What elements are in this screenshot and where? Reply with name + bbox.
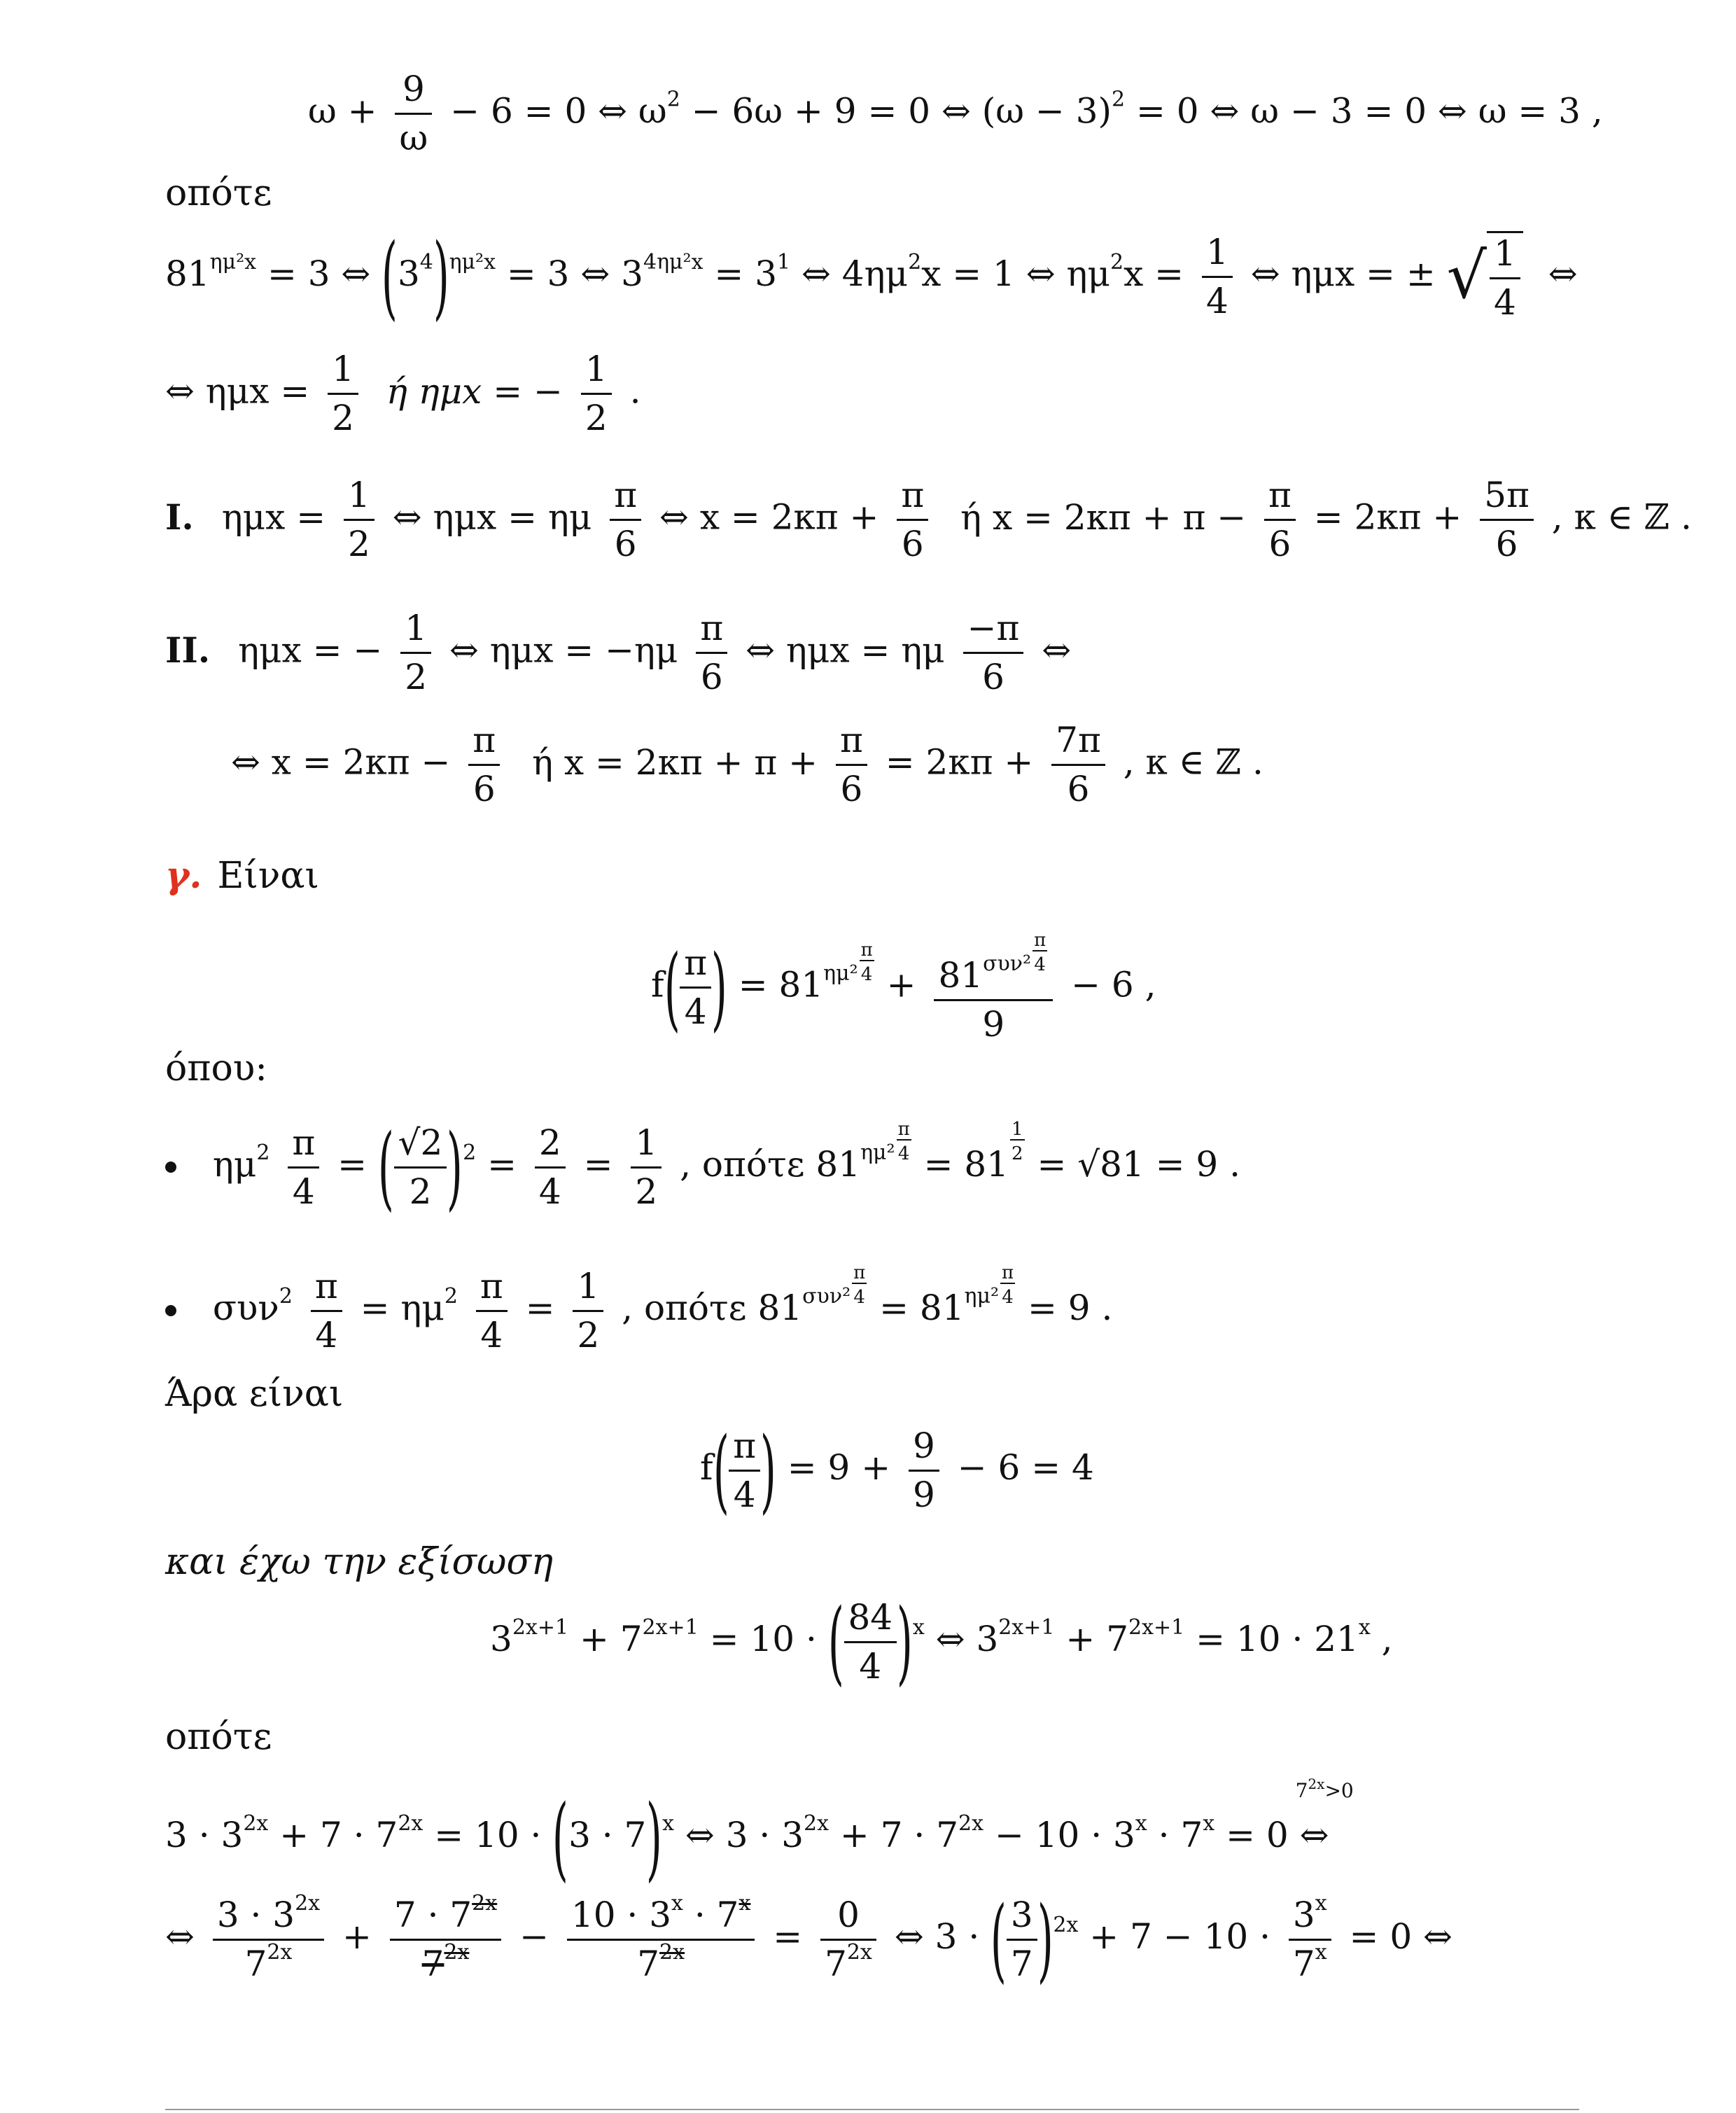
word-opou: όπου:	[165, 1047, 267, 1089]
equation-divided: ⇔ $\frac{3 \cdot 3^{2x}}{7^{2x}}$ + $\frac{7 \cdot 7^{2x}}{7^{2x}}$ − $\frac{10 \cdot 3^x \cdot 7^x}{7^{2x}}$ = $\frac{0}{7^{2x}}$ ⇔ 3 · ( $\frac{3}{7}$ )$^{2x}$ + 7 − 10 · $\frac{3^x}{7^x}$ = 0 ⇔	[165, 1886, 1452, 1993]
equation-f-value: f( $\frac{\pi}{4}$ ) = 9 + $\frac{9}{9}$ − 6 = 4	[700, 1417, 1094, 1523]
fraction-9-over-omega: $\frac{9}{\omega}$	[395, 70, 432, 158]
bullet-cos-squared: συν$^2$ $\frac{\pi}{4}$ = $\eta\mu^2$ $\frac{\pi}{4}$ = $\frac{1}{2}$ , οπότε $81^{\sigma\upsilon\nu^2 \frac{\pi}{4}}$ = $81^{\eta\mu^2 \frac{\pi}{4}}$ = 9 .	[165, 1264, 1112, 1355]
bullet-icon	[165, 1305, 176, 1316]
section-gamma: γ. Είναι	[165, 854, 319, 897]
equation-omega: ω + $\frac{9}{\omega}$ − 6 = 0 ⇔ $\omega^2 - 6\omega + 9 = 0$ ⇔ $(\omega - 3)^2 = 0$ ⇔ ω − 3 = 0 ⇔ ω = 3 ,	[308, 69, 1603, 158]
equation-exponential: $3^{2x+1} + 7^{2x+1} = 10$ · ( $\frac{84}{4}$ )$^x$ ⇔ $3^{2x+1} + 7^{2x+1} = 10 \cdot 21^x$ ,	[490, 1589, 1393, 1695]
word-opote-2: οπότε	[165, 1716, 272, 1758]
case-II-solutions: ⇔ x = 2κπ − $\frac{\pi}{6}$ ή x = 2κπ + π + $\frac{\pi}{6}$ = 2κπ + $\frac{7\pi}{6}$ , κ ∈ ℤ .	[231, 720, 1264, 809]
case-II: II. ημx = − $\frac{1}{2}$ ⇔ ημx = −ημ $\frac{\pi}{6}$ ⇔ ημx = ημ $\frac{-\pi}{6}$ ⇔	[165, 608, 1072, 697]
word-ara-einai: Άρα είναι	[165, 1373, 344, 1415]
word-kai-exo: και έχω την εξίσωση	[165, 1541, 554, 1583]
footer-divider	[165, 2109, 1579, 2110]
bullet-sin-squared: $\eta\mu^2$ $\frac{\pi}{4}$ = ( $\frac{√2}{2}$ )$^2$ = $\frac{2}{4}$ = $\frac{1}{2}$ , οπότε $81^{\eta\mu^2 \frac{\pi}{4}}$ = 81 $^{\frac{1}{2}}$ = √81 = 9 .	[165, 1120, 1240, 1213]
equation-81-power: $81^{\eta\mu^2x} = 3$ ⇔ $(3^4)^{\eta\mu^2x} = 3$ ⇔ $3^{4\eta\mu^2x} = 3^1$ ⇔ $4\eta\mu^2x = 1$ ⇔ $\eta\mu^2x$ = $\frac{1}{4}$ ⇔ ημx = ± √ $\frac{1}{4}$ ⇔	[165, 223, 1578, 330]
equation-sin-half: ⇔ ημx = $\frac{1}{2}$ ή ημx = − $\frac{1}{2}$ .	[165, 349, 641, 438]
bullet-icon	[165, 1162, 176, 1173]
equation-f-pi-4: f( $\frac{\pi}{4}$ ) = $81^{\eta\mu^2 \frac{\pi}{4}}$ + $81^{\sigma\upsilon\nu^2 \frac{\pi}{4}}$ 9 − 6 ,	[651, 930, 1156, 1045]
equation-expanded: $3 \cdot 3^{2x} + 7 \cdot 7^{2x} = 10 \cdot (3 \cdot 7)^x$ ⇔ $3 \cdot 3^{2x} + 7 \cdot 7^{2x} - 10 \cdot 3^x \cdot 7^x = 0$ $7^{2x}>0$ ⇔	[165, 1776, 1354, 1891]
case-I: I. ημx = $\frac{1}{2}$ ⇔ ημx = ημ $\frac{\pi}{6}$ ⇔ x = 2κπ + $\frac{\pi}{6}$ ή x = 2κπ + π − $\frac{\pi}{6}$ = 2κπ + $\frac{5\pi}{6}$ , κ ∈ ℤ .	[165, 475, 1692, 564]
over-arrow-condition: $7^{2x}>0$	[1295, 1776, 1354, 1802]
word-opote-1: οπότε	[165, 172, 272, 214]
